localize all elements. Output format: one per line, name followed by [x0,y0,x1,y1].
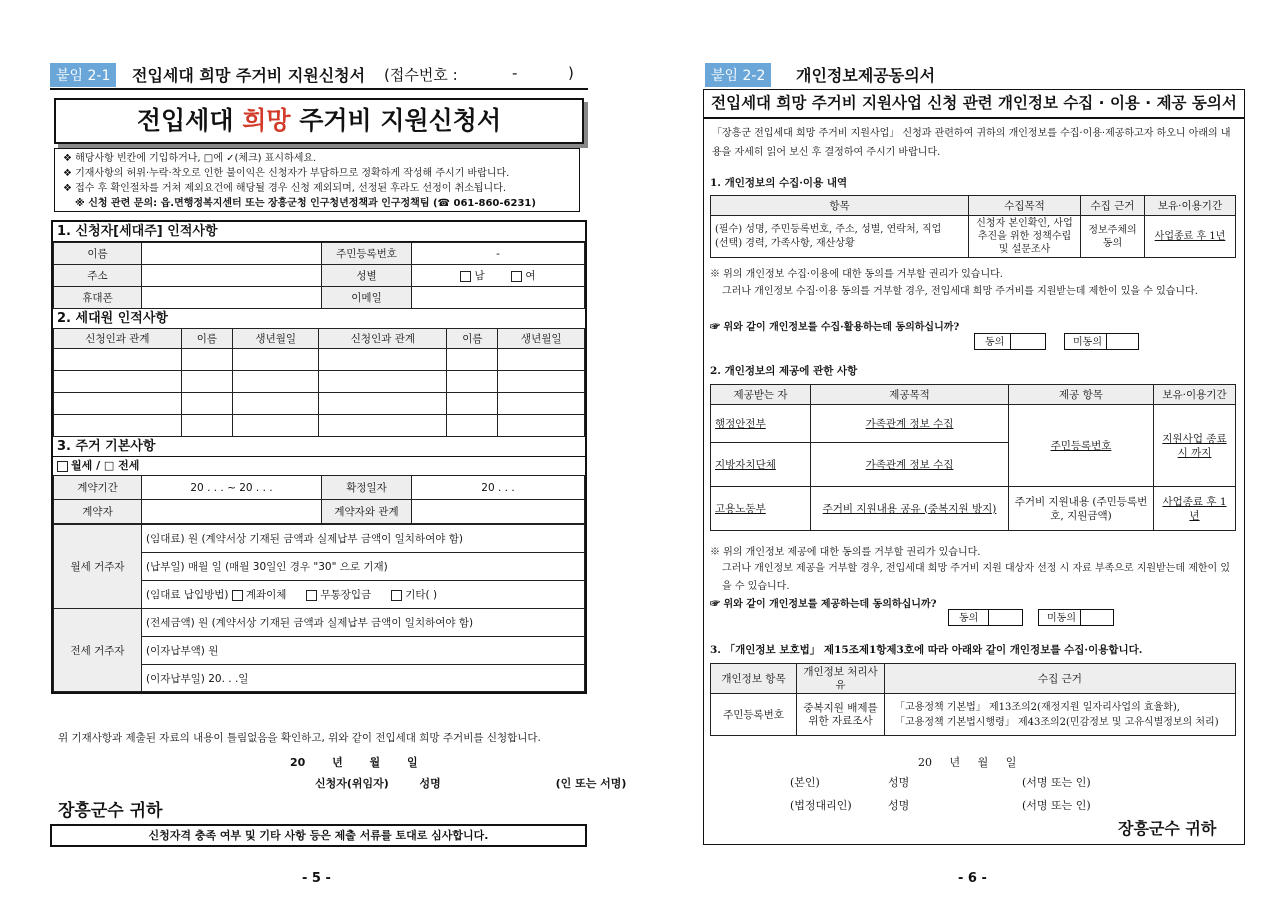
form-title-box [54,98,584,144]
female-checkbox[interactable] [511,271,522,282]
t3-basis-2: 「고용정책 기본법시행령」 제43조의2(민감정보 및 고유식별정보의 처리) [895,716,1219,728]
male-label: 남 [474,270,485,282]
consent-section3-title: 3. 「개인정보 보호법」 제15조제1항제3호에 따라 아래와 같이 개인정보를 수집·이용합니다. [710,644,1143,656]
contractor-label: 계약자 [54,500,142,524]
t2-col-purpose: 제공목적 [811,385,1009,405]
left-date: 20 년 월 일 [290,756,418,769]
confirmation-text: 위 기재사항과 제출된 자료의 내용이 틀림없음을 확인하고, 위와 같이 전입세대 희망 주거비를 신청합니다. [58,732,541,744]
gender-label: 성별 [322,265,412,287]
section3-title: 3. 주거 기본사항 [57,439,156,454]
t2-purpose-local: 가족관계 정보 수집 [811,443,1009,487]
consent-section1-title: 1. 개인정보의 수집·이용 내역 [710,177,848,189]
title-part-a: 전입세대 [136,106,243,135]
application-form [51,220,587,694]
title-part-c: 주거비 지원신청서 [290,106,502,135]
agree-box-1-divider [1010,333,1011,350]
note1-detail: 그러나 개인정보 수집·이용 동의를 거부할 경우, 전입세대 희망 주거비를 지원받는데 제한이 있을 수 있습니다. [722,286,1198,297]
member-col-relation: 신청인과 관계 [54,329,182,349]
member-col-birth: 생년월일 [232,329,319,349]
fixed-date-label: 확정일자 [322,476,412,500]
receipt-close: ) [568,64,574,82]
female-label: 여 [525,270,536,282]
section2-title: 2. 세대원 인적사항 [57,311,168,326]
t1-purpose: 신청자 본인확인, 사업 추진을 위한 정책수립 및 설문조사 [969,216,1081,258]
contract-period-label: 계약기간 [54,476,142,500]
note-1: ❖ 해당사항 빈칸에 기입하거나, □에 ✓(체크) 표시하세요. [63,153,317,164]
housing-table [53,475,585,524]
member-cell[interactable] [447,415,498,437]
member-cell[interactable] [447,349,498,371]
t1-col-item: 항목 [711,196,969,216]
member-cell[interactable] [181,393,232,415]
transfer-label: 계좌이체 [245,589,287,601]
rrn-field[interactable] [412,243,585,265]
t1-item-optional: (선택) 경력, 가족사항, 재산상황 [715,237,855,249]
member-row [54,393,585,415]
member-cell[interactable] [498,415,585,437]
t2-period-support: 지원사업 종료시 까지 [1154,405,1236,487]
disagree-box-2-divider [1080,609,1081,626]
note-2: ❖ 기재사항의 허위·누락·착오로 인한 불이익은 신청자가 부담하므로 정확하게 작성해 주시기 바랍니다. [63,168,510,179]
self-label: (본인) [790,776,820,789]
rent-amount-row[interactable]: (임대료) 원 (계약서상 기재된 금액과 실제납부 금액이 일치하여야 함) [142,525,585,553]
section1-title: 1. 신청자[세대주] 인적사항 [53,222,585,242]
jeonse-amount-row[interactable]: (전세금액) 원 (계약서상 기재된 금액과 실제납부 금액이 일치하여야 함) [142,609,585,637]
proxy-sign-label: (서명 또는 인) [1022,799,1091,812]
t1-period: 사업종료 후 1년 [1145,216,1236,258]
consent-section2-title: 2. 개인정보의 제공에 관한 사항 [710,365,858,377]
member-cell[interactable] [319,415,447,437]
disagree-box-1-divider [1106,333,1107,350]
interest-amount-row[interactable]: (이자납부액) 원 [142,637,585,665]
t2-purpose-labor: 주거비 지원내용 공유 (중복지원 방지) [811,487,1009,531]
email-label: 이메일 [322,287,412,309]
t3-col-basis: 수집 근거 [885,664,1236,694]
male-checkbox[interactable] [460,271,471,282]
address-field[interactable] [142,265,322,287]
agree-label-1: 동의 [985,337,1005,348]
provision-table [710,384,1236,531]
members-table [53,328,585,437]
t1-col-purpose: 수집목적 [969,196,1081,216]
review-notice-box: 신청자격 충족 여부 및 기타 사항 등은 제출 서류를 토대로 심사합니다. [50,824,587,847]
t1-item-required: (필수) 성명, 주민등록번호, 주소, 성별, 연락처, 직업 [715,223,942,235]
member-cell[interactable] [319,371,447,393]
member-cell[interactable] [498,349,585,371]
t2-col-period: 보유·이용기간 [1154,385,1236,405]
name-label: 이름 [54,243,142,265]
t2-recipient-mois: 행정안전부 [711,405,811,443]
monthly-resident-label: 월세 거주자 [54,525,142,609]
instructions-box [54,148,580,212]
pay-day-row[interactable]: (납부일) 매월 일 (매월 30일인 경우 "30" 으로 기재) [142,553,585,581]
member-cell[interactable] [232,393,319,415]
t2-items-labor: 주거비 지원내용 (주민등록번호, 지원금액) [1009,487,1154,531]
t1-items [711,216,969,258]
t2-col-recipient: 제공받는 자 [711,385,811,405]
interest-date-row[interactable]: (이자납부일) 20. . .일 [142,665,585,692]
t3-reason: 중복지원 배제를 위한 자료조사 [797,694,885,736]
address-label: 주소 [54,265,142,287]
member-col-name: 이름 [181,329,232,349]
member-cell[interactable] [54,349,182,371]
member-cell[interactable] [447,371,498,393]
fixed-date-field[interactable]: 20 . . . [412,476,585,500]
member-cell[interactable] [181,371,232,393]
t3-col-item: 개인정보 항목 [711,664,797,694]
agree-box-2-divider [988,609,989,626]
note2-right: ※ 위의 개인정보 제공에 대한 동의를 거부할 권리가 있습니다. [710,547,981,558]
disagree-label-2: 미동의 [1047,613,1076,624]
note2-detail: 그러나 개인정보 제공을 거부할 경우, 전입세대 희망 주거비 지원 대상자 선정 시 자료 부족으로 지원받는데 제한이 있을 수 있습니다. [722,563,1231,592]
page-number-5: - 5 - [302,871,331,886]
resident-table [53,524,585,692]
member-row [54,371,585,393]
member-cell[interactable] [319,393,447,415]
note-contact: ※ 신청 관련 문의: 읍.면행정복지센터 또는 장흥군청 인구청년정책과 인구정책팀 (☎ 061-860-6231) [75,198,536,209]
note-3: ❖ 접수 후 확인절차를 거쳐 제외요건에 해당될 경우 신청 제외되며, 선정된 후라도 선정이 취소됩니다. [63,183,507,194]
question-2: ☞ 위와 같이 개인정보를 제공하는데 동의하십니까? [710,599,937,610]
receipt-label: (접수번호 : [384,66,458,84]
t1-basis: 정보주체의 동의 [1081,216,1145,258]
monthly-checkbox[interactable] [57,461,68,472]
jeonse-resident-label: 전세 거주자 [54,609,142,692]
question-1: ☞ 위와 같이 개인정보를 수집·활용하는데 동의하십니까? [710,322,960,333]
passbook-label: 무통장입금 [320,589,372,601]
phone-label: 휴대폰 [54,287,142,309]
member-cell[interactable] [498,393,585,415]
t2-recipient-local: 지방자치단체 [711,443,811,487]
attachment-badge-left: 붙임 2-1 [50,63,116,87]
member-cell[interactable] [232,415,319,437]
rrn-dash: - [496,247,500,260]
proxy-name-label: 성명 [888,799,910,812]
t2-purpose-mois: 가족관계 정보 수집 [811,405,1009,443]
disagree-label-1: 미동의 [1073,337,1102,348]
t2-period-labor: 사업종료 후 1년 [1154,487,1236,531]
rent-type-row [53,456,585,475]
t3-basis [885,694,1236,736]
t2-items-rrn: 주민등록번호 [1009,405,1154,487]
passbook-checkbox[interactable] [306,590,317,601]
left-header-title: 전입세대 희망 주거비 지원신청서 [132,66,366,85]
right-addressee: 장흥군수 귀하 [1118,819,1217,838]
phone-field[interactable] [142,287,322,309]
t1-col-period: 보유·이용기간 [1145,196,1236,216]
contractor-relation-field[interactable] [412,500,585,524]
agree-box-2[interactable] [948,609,1023,626]
proxy-label: (법정대리인) [790,799,852,812]
member-cell[interactable] [54,393,182,415]
email-field[interactable] [412,287,585,309]
t2-col-items: 제공 항목 [1009,385,1154,405]
member-row [54,415,585,437]
right-date: 20 년 월 일 [918,756,1017,769]
header-rule [50,88,588,90]
note1-right: ※ 위의 개인정보 수집·이용에 대한 동의를 거부할 권리가 있습니다. [710,269,1003,280]
rrn-label: 주민등록번호 [322,243,412,265]
member-cell[interactable] [232,349,319,371]
member-col-name-2: 이름 [447,329,498,349]
self-sign-label: (서명 또는 인) [1022,776,1091,789]
applicant-table [53,242,585,309]
contract-period-field[interactable]: 20 . . . ~ 20 . . . [142,476,322,500]
left-addressee: 장흥군수 귀하 [58,801,163,821]
applicant-sign-line: 신청자(위임자) 성명 (인 또는 서명) [315,777,627,790]
member-cell[interactable] [54,371,182,393]
member-cell[interactable] [319,349,447,371]
member-cell[interactable] [54,415,182,437]
member-col-relation-2: 신청인과 관계 [319,329,447,349]
name-field[interactable] [142,243,322,265]
t3-col-reason: 개인정보 처리사유 [797,664,885,694]
transfer-checkbox[interactable] [232,590,243,601]
other-checkbox[interactable] [391,590,402,601]
disagree-box-2[interactable] [1038,609,1114,626]
member-col-birth-2: 생년월일 [498,329,585,349]
disagree-box-1[interactable] [1064,333,1139,350]
consent-intro: 「장흥군 전입세대 희망 주거비 지원사업」 신청과 관련하여 귀하의 개인정보를 수집·이용·제공하고자 하오니 아래의 내용을 자세히 읽어 보신 후 결정하여 주시기 바랍니다. [712,128,1231,158]
right-header-title: 개인정보제공동의서 [796,66,936,85]
contractor-relation-label: 계약자와 관계 [322,500,412,524]
pay-method-label: (임대료 납입방법) [146,589,229,601]
consent-title: 전입세대 희망 주거비 지원사업 신청 관련 개인정보 수집 · 이용 · 제공 동의서 [703,89,1245,119]
receipt-dash: - [512,64,518,82]
contractor-field[interactable] [142,500,322,524]
member-cell[interactable] [232,371,319,393]
member-cell[interactable] [181,415,232,437]
pay-method-row [142,581,585,609]
title-part-highlight: 희망 [242,106,291,135]
member-cell[interactable] [181,349,232,371]
legal-basis-table [710,663,1236,736]
t2-recipient-labor: 고용노동부 [711,487,811,531]
rent-type-label: 월세 / □ 전세 [71,459,140,472]
t3-basis-1: 「고용정책 기본법」 제13조의2(재정지원 일자리사업의 효율화), [895,701,1180,713]
page-number-6: - 6 - [958,871,987,886]
t1-col-basis: 수집 근거 [1081,196,1145,216]
gender-field [412,265,585,287]
attachment-badge-right: 붙임 2-2 [705,63,771,87]
agree-label-2: 동의 [959,613,979,624]
member-cell[interactable] [447,393,498,415]
collection-table [710,195,1236,258]
other-label: 기타( ) [405,589,438,601]
self-name-label: 성명 [888,776,910,789]
member-cell[interactable] [498,371,585,393]
t3-item: 주민등록번호 [711,694,797,736]
member-row [54,349,585,371]
